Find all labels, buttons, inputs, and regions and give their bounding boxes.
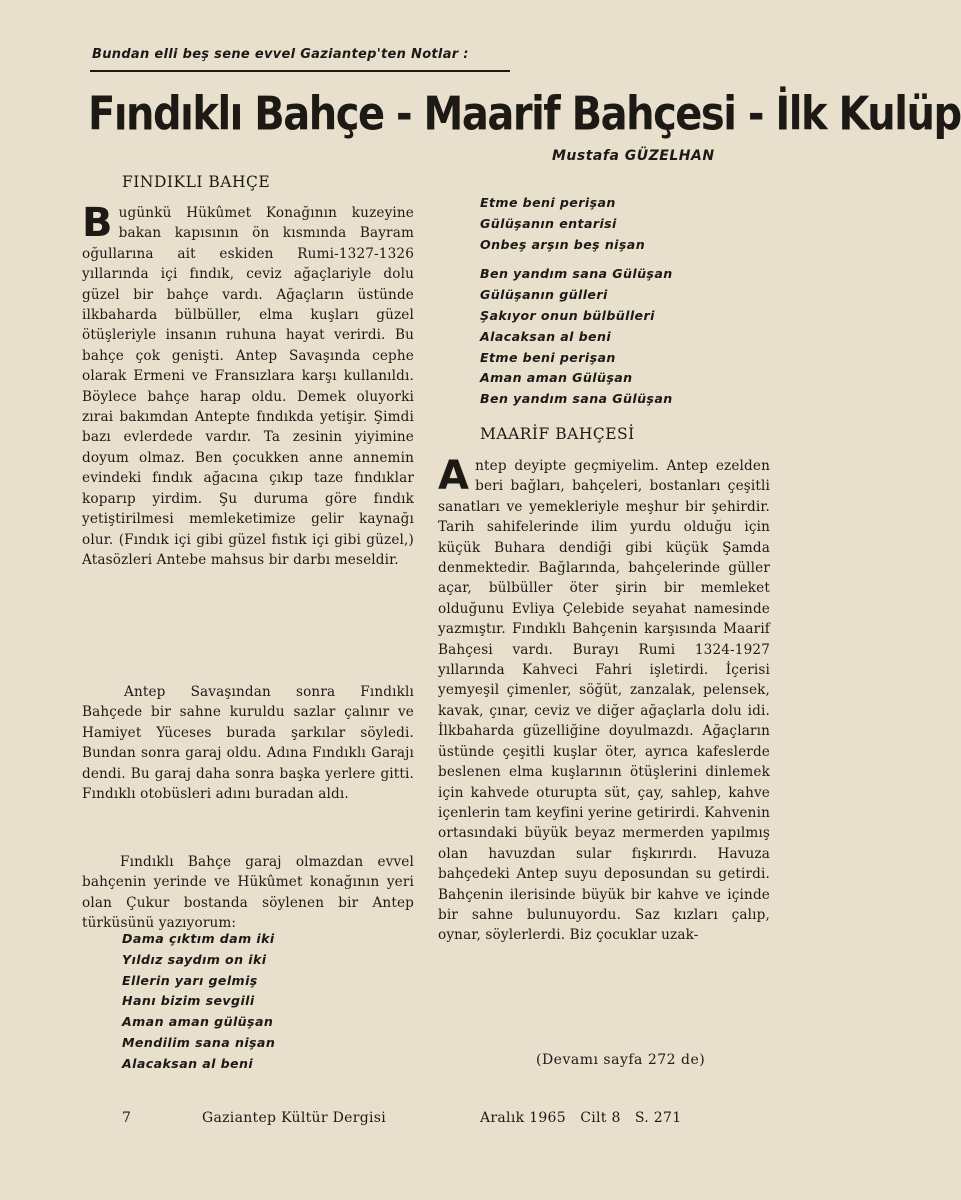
paragraph-text: Antep Savaşından sonra Fındıklı Bahçede bir sahne kuruldu sazlar çalınır ve Hamiyet Yüceses burada şarkılar söyledi. Bundan sonra garaj oldu. Adına Fındıklı Garajı dendi. Bu garaj daha sonra başka yerlere gitti. Fındıklı otobüsleri adını buradan aldı. bbox=[82, 684, 414, 803]
verse-line: Şakıyor onun bülbülleri bbox=[480, 307, 655, 323]
series-note: Bundan elli beş sene evvel Gaziantep'ten Notlar : bbox=[92, 47, 469, 62]
verse-line: Etme beni perişan bbox=[480, 349, 616, 365]
paragraph-findikli-history bbox=[82, 200, 414, 570]
verse-line: Dama çıktım dam iki bbox=[122, 931, 275, 946]
drop-cap: A bbox=[438, 453, 470, 499]
paragraph-text: Fındıklı Bahçe garaj olmazdan evvel bahçenin yerinde ve Hükûmet konağının yeri olan Çukur bostanda söylenen bir Antep türküsünü yazıyorum: bbox=[82, 854, 414, 932]
verse-line: Etme beni perişan bbox=[480, 195, 616, 210]
verse-line: Yıldız saydım on iki bbox=[122, 951, 267, 967]
paragraph-text: ugünkü Hükûmet Konağının kuzeyine bakan kapısının ön kısmında Bayram oğullarına ait eskiden Rumi-1327-1326 yıllarında içi fındık, ceviz ağaçlariyle dolu güzel bir bahçe vardı. Ağaçların üstünde ilkbaharda bülbüller, elma kuşları güzel ötüşleriyle insanın ruhuna hayat verirdi. Bu bahçe çok genişti. Antep Savaşında cephe olarak Ermeni ve Fransızlara karşı kullanıldı. Böylece bahçe harap oldu. Demek oluyorki zırai bakımdan Antepte fındıkda yetişir. Şimdi bazı evlerdede vardır. Ta zesinin yiyimine doyum olmaz. Ben çocukken anne annemin evindeki fındık ağacına çıkıp taze fındıklar koparıp yirdim. Şu duruma göre fındık yetiştirilmesi memleketimize gelir kaynağı olur. (Fındık içi gibi güzel fıstık içi gibi güzel,) Atasözleri Antebe mahsus bir darbı meseldir. bbox=[82, 205, 414, 568]
section-heading-findikli: FINDIKLI BAHÇE bbox=[122, 173, 271, 191]
verse-line: Ellerin yarı gelmiş bbox=[122, 972, 258, 988]
drop-cap: B bbox=[82, 200, 113, 246]
verse-line: Hanı bizim sevgili bbox=[122, 993, 255, 1009]
paragraph-text: ntep deyipte geçmiyelim. Antep ezelden beri bağları, bahçeleri, bostanları çeşitli sanatları ve yemekleriyle meşhur bir şehirdir. Tarih sahifelerinde ilim yurdu olduğu için küçük Buhara dendiği gibi küçük Şamda denmektedir. Bağlarında, bahçelerinde güller açar, bülbüller öter şirin bir memleket olduğunu Evliya Çelebide seyahat namesinde yazmıştır. Fındıklı Bahçenin karşısında Maarif Bahçesi vardı. Burayı Rumi 1324-1927 yıllarında Kahveci Fahri işletirdi. İçerisi yemyeşil çimenler, söğüt, zanzalak, pelensek, kavak, çınar, ceviz ve diğer ağaçlarla dolu idi. İlkbaharda güzelliğine doyulmazdı. Ağaçların üstünde çeşitli kuşlar öter, ayrıca kafeslerde beslenen elma kuşlarının ötüşlerini dinlemek için kahvede oturupta süt, çay, sahlep, kahve içenlerin tam keyfini yerine getirirdi. Kahvenin ortasındaki büyük beyaz mermerden yapılmış olan havuzdan sular fışkırırdı. Havuza bahçedeki Antep suyu deposundan su getirdi. Bahçenin ilerisinde büyük bir kahve ve içinde bir sahne bulunuyordu. Saz kızları çalıp, oynar, söylerlerdi. Biz çocuklar uzak- bbox=[438, 458, 770, 944]
verse-line: Aman aman gülüşan bbox=[122, 1014, 274, 1030]
verse-line: Ben yandım sana Gülüşan bbox=[480, 266, 673, 282]
verse-line: Gülüşanın entarisi bbox=[480, 215, 617, 231]
issue-info: Aralık 1965 Cilt 8 S. 271 bbox=[480, 1110, 682, 1126]
page-number: 7 bbox=[122, 1110, 132, 1126]
verse-line: Onbeş arşın beş nişan bbox=[480, 236, 646, 252]
author-name: Mustafa GÜZELHAN bbox=[552, 148, 715, 164]
journal-name: Gaziantep Kültür Dergisi bbox=[202, 1110, 387, 1126]
paragraph-maarif-garden bbox=[438, 453, 770, 946]
folk-song-verse-left bbox=[122, 929, 275, 1075]
verse-line: Gülüşanın gülleri bbox=[480, 287, 608, 303]
header-rule bbox=[90, 70, 510, 72]
verse-line: Aman aman Gülüşan bbox=[480, 370, 633, 386]
article-title: Fındıklı Bahçe - Maarif Bahçesi - İlk Kulüp bbox=[88, 88, 961, 141]
folk-song-verse-right bbox=[480, 193, 673, 410]
verse-line: Mendilim sana nişan bbox=[122, 1034, 276, 1050]
verse-line: Alacaksan al beni bbox=[122, 1055, 254, 1071]
verse-line: Ben yandım sana Gülüşan bbox=[480, 391, 673, 407]
section-heading-maarif: MAARİF BAHÇESİ bbox=[480, 425, 635, 443]
paragraph-folk-song-intro bbox=[82, 852, 414, 934]
paragraph-garage bbox=[82, 682, 414, 804]
continuation-note: (Devamı sayfa 272 de) bbox=[536, 1052, 706, 1068]
verse-line: Alacaksan al beni bbox=[480, 328, 612, 344]
